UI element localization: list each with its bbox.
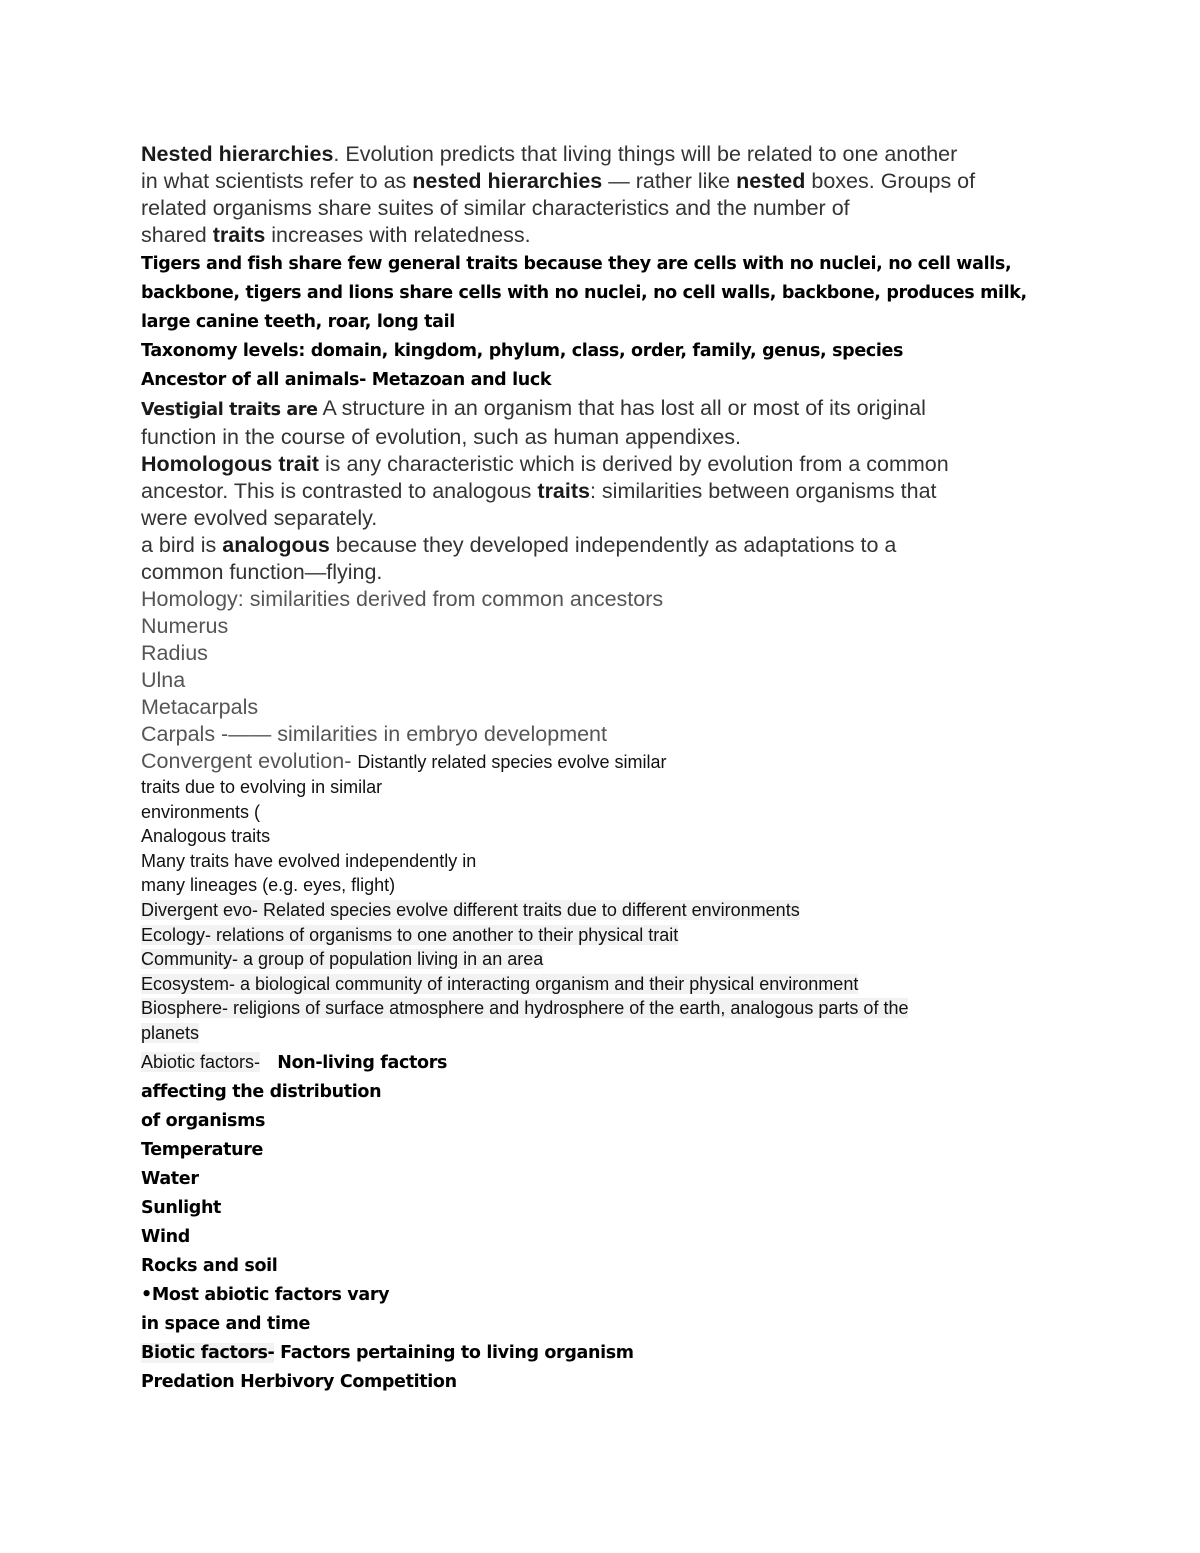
biotic-factors-label: Biotic factors-: [141, 1342, 275, 1363]
vestigial-paragraph: Vestigial traits are A structure in an organism that has lost all or most of its original function in the course of evolution, such as human appendixes.: [141, 396, 926, 449]
ancestor-line: Ancestor of all animals- Metazoan and luck: [141, 370, 552, 390]
convergent-evolution-notes: traits due to evolving in similar environments ( Analogous traits Many traits have evolved independently in many lineages (e.g. eyes, flight): [141, 777, 477, 896]
vestigial-term: Vestigial traits are: [141, 400, 318, 420]
homology-list: Homology: similarities derived from common ancestors Numerus Radius Ulna Metacarpals Carpals -—— similarities in embryo development Convergent evolution- Distantly related species evolve similar: [141, 587, 667, 773]
nested-hierarchies-paragraph: Nested hierarchies. Evolution predicts that living things will be related to one another in what scientists refer to as nested hierarchies — rather like nested boxes. Groups of related organisms share suites of similar characteristics and the number of shared traits increases with relatedness.: [141, 142, 976, 247]
tigers-fish-paragraph: Tigers and fish share few general traits because they are cells with no nuclei, no cell walls, backbone, tigers and lions share cells with no nuclei, no cell walls, backbone, produces milk, large canine teeth, roar, long tail: [141, 254, 1027, 332]
homologous-term: Homologous trait: [141, 452, 319, 476]
document-page: [141, 141, 1081, 1397]
biotic-factors-section: Biotic factors- Factors pertaining to living organism Predation Herbivory Competition: [141, 1342, 634, 1392]
taxonomy-levels: Taxonomy levels: domain, kingdom, phylum, class, order, family, genus, species: [141, 341, 904, 361]
abiotic-factors-section: Abiotic factors- Non-living factors affecting the distribution of organisms Temperature Water Sunlight Wind Rocks and soil •Most abiotic factors vary in space and time: [141, 1051, 448, 1334]
ecology-definitions: Divergent evo- Related species evolve different traits due to different environments Ecology- relations of organisms to one another to their physical trait Community- a group of population living in an area Ecosystem- a biological community of interacting organism and their physical environment Biosphere- religions of surface atmosphere and hydrosphere of the earth, analogous parts of the planets: [141, 899, 909, 1043]
abiotic-factors-label: Abiotic factors-: [141, 1051, 261, 1072]
analogous-term: analogous: [222, 533, 330, 557]
homologous-paragraph: Homologous trait is any characteristic which is derived by evolution from a common ancestor. This is contrasted to analogous traits: similarities between organisms that were evolved separately.: [141, 452, 949, 530]
bird-analogous-paragraph: a bird is analogous because they developed independently as adaptations to a common function—flying.: [141, 533, 897, 584]
nested-hierarchies-term: Nested hierarchies: [141, 142, 334, 166]
